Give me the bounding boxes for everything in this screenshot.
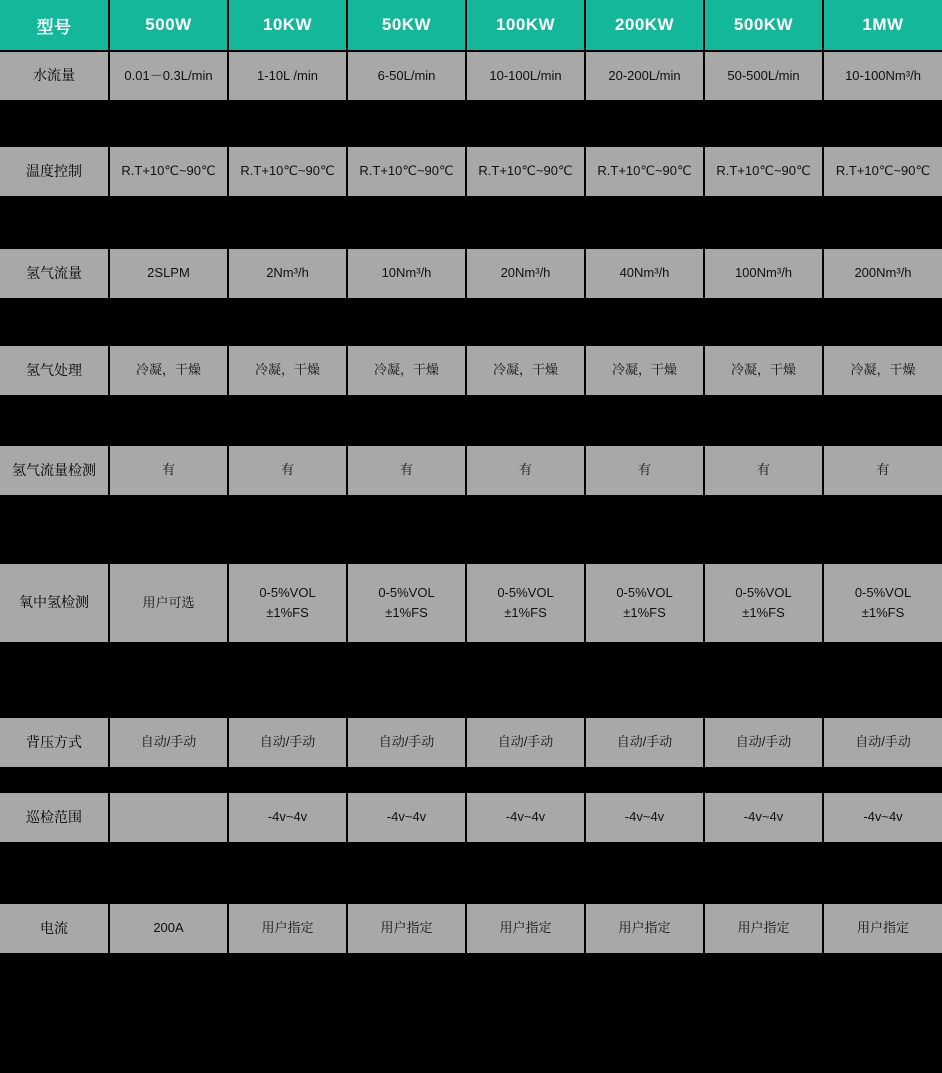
table-row (0, 793, 942, 842)
table-cell (585, 346, 704, 395)
table-cell (823, 564, 942, 642)
cell-line: -4v~4v (386, 809, 427, 825)
header-100kw: 100KW (466, 0, 585, 51)
cell-line: 用户指定 (737, 920, 790, 936)
table-cell (466, 147, 585, 196)
cell-line: 用户指定 (499, 920, 552, 936)
table-cell (704, 564, 823, 642)
cell-content (113, 732, 224, 752)
cell-line: 有 (280, 462, 294, 478)
table-cell (109, 346, 228, 395)
table-cell (109, 904, 228, 953)
table-cell (466, 51, 585, 100)
cell-content (351, 66, 462, 86)
cell-content (827, 918, 939, 938)
table-cell (347, 904, 466, 953)
row-gap (0, 767, 942, 793)
row-label: 电流 (0, 904, 109, 953)
cell-line: 2SLPM (147, 265, 190, 281)
table-row (0, 564, 942, 642)
table-cell (228, 446, 347, 495)
cell-line: 1-10L /min (257, 67, 318, 83)
table-cell (823, 793, 942, 842)
cell-content (470, 360, 581, 380)
cell-line: R.T+10℃~90℃ (121, 163, 216, 179)
row-gap (0, 842, 942, 904)
row-gap (0, 100, 942, 147)
cell-content (708, 732, 819, 752)
cell-content (589, 583, 700, 623)
cell-content (708, 66, 819, 86)
cell-line: 冷凝，干燥 (730, 362, 796, 378)
cell-line: ±1%FS (385, 605, 428, 620)
cell-content (708, 807, 819, 827)
table-cell (228, 793, 347, 842)
table-row (0, 346, 942, 395)
cell-content (827, 807, 939, 827)
cell-line: 0.01－0.3L/min (124, 67, 213, 83)
table-cell (823, 904, 942, 953)
table-cell (466, 564, 585, 642)
row-label: 温度控制 (0, 147, 109, 196)
table-cell (228, 346, 347, 395)
cell-content (589, 161, 700, 181)
cell-line: 用户指定 (261, 920, 314, 936)
cell-content (232, 583, 343, 623)
table-cell (466, 346, 585, 395)
cell-content (827, 360, 939, 380)
cell-content (470, 460, 581, 480)
table-row (0, 446, 942, 495)
table-cell (704, 446, 823, 495)
table-row (0, 718, 942, 767)
table-cell (228, 147, 347, 196)
cell-content (708, 460, 819, 480)
cell-content (470, 263, 581, 283)
cell-line: 0-5%VOL (378, 584, 435, 600)
cell-content (351, 360, 462, 380)
cell-line: 自动/手动 (855, 734, 911, 750)
table-cell (228, 904, 347, 953)
cell-line: 冷凝，干燥 (492, 362, 558, 378)
cell-line: 有 (161, 462, 175, 478)
header-1mw: 1MW (823, 0, 942, 51)
cell-content (470, 66, 581, 86)
cell-line: 0-5%VOL (497, 584, 554, 600)
table-cell (823, 718, 942, 767)
cell-line: -4v~4v (267, 809, 308, 825)
cell-line: 有 (756, 462, 770, 478)
row-label: 背压方式 (0, 718, 109, 767)
table-row (0, 904, 942, 953)
table-row (0, 51, 942, 100)
cell-content (351, 732, 462, 752)
cell-line: 200Nm³/h (854, 265, 912, 281)
table-cell (704, 346, 823, 395)
cell-content (232, 66, 343, 86)
table-cell (466, 793, 585, 842)
cell-content (708, 263, 819, 283)
cell-content (113, 460, 224, 480)
cell-line: ±1%FS (742, 605, 785, 620)
cell-content (113, 161, 224, 181)
cell-line: -4v~4v (863, 809, 903, 825)
cell-line: ±1%FS (861, 605, 905, 620)
cell-line: 50-500L/min (727, 67, 800, 83)
table-cell (228, 718, 347, 767)
cell-content (232, 161, 343, 181)
cell-line: 0-5%VOL (616, 584, 673, 600)
cell-line: 用户指定 (380, 920, 433, 936)
table-cell (109, 249, 228, 298)
header-10kw: 10KW (228, 0, 347, 51)
row-label: 水流量 (0, 51, 109, 100)
table-cell (109, 564, 228, 642)
table-cell (585, 147, 704, 196)
table-cell (109, 446, 228, 495)
cell-content (470, 918, 581, 938)
cell-line: R.T+10℃~90℃ (240, 163, 335, 179)
cell-content (232, 460, 343, 480)
table-cell (466, 249, 585, 298)
row-label: 氢气流量 (0, 249, 109, 298)
cell-line: ±1%FS (623, 605, 666, 620)
cell-content (470, 161, 581, 181)
row-label: 氢气处理 (0, 346, 109, 395)
cell-line: 20Nm³/h (500, 265, 551, 281)
cell-content (708, 583, 819, 623)
cell-content (589, 263, 700, 283)
cell-line: 0-5%VOL (735, 584, 792, 600)
cell-line: 自动/手动 (140, 734, 197, 750)
cell-content (113, 360, 224, 380)
cell-line: R.T+10℃~90℃ (359, 163, 454, 179)
cell-content (232, 263, 343, 283)
cell-line: ±1%FS (266, 605, 309, 620)
table-cell (704, 718, 823, 767)
table-cell (347, 147, 466, 196)
cell-line: 10-100Nm³/h (845, 67, 921, 83)
table-cell (109, 793, 228, 842)
table-cell (347, 51, 466, 100)
cell-line: 自动/手动 (378, 734, 435, 750)
cell-line: R.T+10℃~90℃ (835, 163, 931, 179)
row-gap (0, 196, 942, 249)
table-cell (704, 51, 823, 100)
cell-content (232, 732, 343, 752)
table-cell (228, 564, 347, 642)
cell-content (351, 807, 462, 827)
table-header-row (0, 0, 942, 51)
cell-content (708, 161, 819, 181)
table-cell (585, 446, 704, 495)
cell-line: 冷凝，干燥 (850, 362, 916, 378)
cell-line: R.T+10℃~90℃ (597, 163, 692, 179)
table-cell (228, 51, 347, 100)
row-gap (0, 298, 942, 346)
cell-line: 自动/手动 (735, 734, 792, 750)
table-cell (704, 793, 823, 842)
table-cell (585, 793, 704, 842)
cell-line: 200A (153, 920, 184, 936)
cell-content (589, 918, 700, 938)
table-body (0, 51, 942, 953)
table-cell (109, 147, 228, 196)
table-cell (347, 718, 466, 767)
cell-line: 有 (637, 462, 651, 478)
cell-content (351, 460, 462, 480)
cell-content (708, 918, 819, 938)
row-gap (0, 642, 942, 718)
table-cell (585, 564, 704, 642)
table-cell (585, 718, 704, 767)
cell-content (589, 360, 700, 380)
table-cell (228, 249, 347, 298)
cell-line: 6-50L/min (377, 67, 436, 83)
table-cell (347, 564, 466, 642)
table-cell (466, 446, 585, 495)
table-cell (585, 249, 704, 298)
cell-line: 20-200L/min (608, 67, 681, 83)
table-cell (823, 346, 942, 395)
cell-content (232, 918, 343, 938)
cell-content (113, 66, 224, 86)
row-label: 氢气流量检测 (0, 446, 109, 495)
cell-line: 有 (876, 462, 890, 478)
cell-content (113, 263, 224, 283)
table-cell (466, 718, 585, 767)
cell-line: -4v~4v (624, 809, 665, 825)
table-row (0, 249, 942, 298)
cell-content (827, 583, 939, 623)
table-cell (347, 346, 466, 395)
cell-line: -4v~4v (743, 809, 784, 825)
table-cell (704, 249, 823, 298)
table-cell (823, 249, 942, 298)
table-cell (704, 147, 823, 196)
cell-line: 冷凝，干燥 (135, 362, 201, 378)
cell-line: 冷凝，干燥 (254, 362, 320, 378)
table-row (0, 147, 942, 196)
table-cell (109, 51, 228, 100)
cell-content (589, 460, 700, 480)
cell-line: -4v~4v (505, 809, 546, 825)
table-cell (466, 904, 585, 953)
cell-content (351, 918, 462, 938)
cell-content (470, 583, 581, 623)
cell-line: 自动/手动 (616, 734, 673, 750)
cell-line: 自动/手动 (497, 734, 554, 750)
cell-line: 有 (399, 462, 413, 478)
cell-content (232, 807, 343, 827)
cell-line: 用户指定 (618, 920, 671, 936)
cell-content (827, 161, 939, 181)
table-cell (347, 793, 466, 842)
cell-line: 10-100L/min (489, 67, 562, 83)
cell-content (827, 263, 939, 283)
table-cell (823, 446, 942, 495)
cell-line: 40Nm³/h (619, 265, 670, 281)
row-label: 巡检范围 (0, 793, 109, 842)
table-cell (704, 904, 823, 953)
cell-line: 用户可选 (142, 594, 195, 610)
cell-line: 冷凝，干燥 (373, 362, 439, 378)
row-gap (0, 495, 942, 564)
cell-line: 冷凝，干燥 (611, 362, 677, 378)
header-500kw: 500KW (704, 0, 823, 51)
cell-line: ±1%FS (504, 605, 547, 620)
cell-content (470, 807, 581, 827)
table-cell (585, 904, 704, 953)
row-label: 氧中氢检测 (0, 564, 109, 642)
cell-content (351, 263, 462, 283)
cell-line: R.T+10℃~90℃ (478, 163, 573, 179)
cell-content (827, 732, 939, 752)
cell-content (827, 460, 939, 480)
cell-line: R.T+10℃~90℃ (716, 163, 811, 179)
header-model: 型号 (0, 0, 109, 51)
table-cell (585, 51, 704, 100)
cell-content (351, 161, 462, 181)
cell-line: 100Nm³/h (734, 265, 793, 281)
cell-content (470, 732, 581, 752)
table-cell (823, 147, 942, 196)
cell-line: 有 (518, 462, 532, 478)
table-cell (109, 718, 228, 767)
cell-line: 自动/手动 (259, 734, 316, 750)
cell-content (589, 732, 700, 752)
header-500w: 500W (109, 0, 228, 51)
cell-content (113, 593, 224, 613)
cell-line: 0-5%VOL (259, 584, 316, 600)
header-200kw: 200KW (585, 0, 704, 51)
cell-content (232, 360, 343, 380)
cell-content (589, 66, 700, 86)
table-cell (823, 51, 942, 100)
cell-content (708, 360, 819, 380)
cell-line: 10Nm³/h (381, 265, 432, 281)
table-cell (347, 249, 466, 298)
cell-content (113, 918, 224, 938)
row-gap (0, 395, 942, 446)
cell-content (827, 66, 939, 86)
cell-line: 用户指定 (856, 920, 909, 936)
header-50kw: 50KW (347, 0, 466, 51)
cell-content (351, 583, 462, 623)
cell-line: 2Nm³/h (266, 265, 309, 281)
cell-content (113, 807, 224, 827)
cell-content (589, 807, 700, 827)
cell-line: 0-5%VOL (854, 584, 912, 600)
table-cell (347, 446, 466, 495)
